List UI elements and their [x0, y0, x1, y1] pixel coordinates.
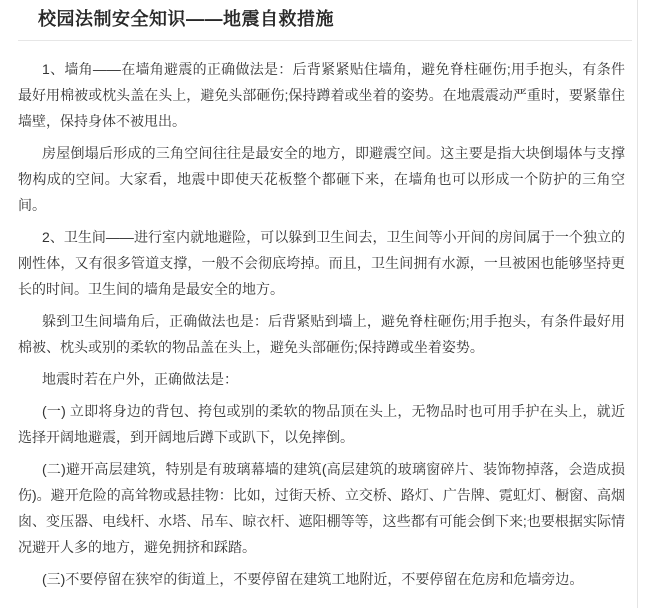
- paragraph-triangle-space: 房屋倒塌后形成的三角空间往往是最安全的地方，即避震空间。这主要是指大块倒塌体与支撑物构成的空间。大家看，地震中即使天花板整个都砸下来，在墙角也可以形成一个防护的三角空间。: [18, 145, 625, 213]
- paragraph-bathroom-tip: 2、卫生间——进行室内就地避险，可以躲到卫生间去，卫生间等小开间的房间属于一个独立的刚性体，又有很多管道支撑，一般不会彻底垮掉。而且，卫生间拥有水源，一旦被困也能够坚持更长的时间。卫生间的墙角是最安全的地方。: [18, 229, 625, 297]
- page-title: 校园法制安全知识——地震自救措施: [38, 9, 334, 29]
- paragraph-outdoor-step-3: (三)不要停留在狭窄的街道上，不要停留在建筑工地附近，不要停留在危房和危墙旁边。: [42, 571, 584, 587]
- paragraph-outdoor-step-2: (二)避开高层建筑，特别是有玻璃幕墙的建筑(高层建筑的玻璃窗碎片、装饰物掉落，会造成损伤)。避开危险的高耸物或悬挂物：比如，过街天桥、立交桥、路灯、广告牌、霓虹灯、橱窗、高烟囱、变压器、电线杆、水塔、吊车、晾衣杆、遮阳棚等等，这些都有可能会倒下来;也要根据实际情况避开人多的地方，避免拥挤和踩踏。: [18, 461, 625, 555]
- paragraph-corner-tip: 1、墙角——在墙角避震的正确做法是：后背紧紧贴住墙角，避免脊柱砸伤;用手抱头，有条件最好用棉被或枕头盖在头上，避免头部砸伤;保持蹲着或坐着的姿势。在地震震动严重时，要紧靠住墙壁，保持身体不被甩出。: [18, 61, 625, 129]
- paragraph-outdoor-step-1: (一) 立即将身边的背包、挎包或别的柔软的物品顶在头上，无物品时也可用手护在头上，就近选择开阔地避震，到开阔地后蹲下或趴下，以免摔倒。: [18, 403, 625, 445]
- article-body: [0, 41, 637, 608]
- paragraph-outdoor-intro: 地震时若在户外，正确做法是：: [42, 371, 238, 387]
- paragraph-bathroom-posture: 躲到卫生间墙角后，正确做法也是：后背紧贴到墙上，避免脊柱砸伤;用手抱头，有条件最好用棉被、枕头或别的柔软的物品盖在头上，避免头部砸伤;保持蹲或坐着姿势。: [18, 313, 625, 355]
